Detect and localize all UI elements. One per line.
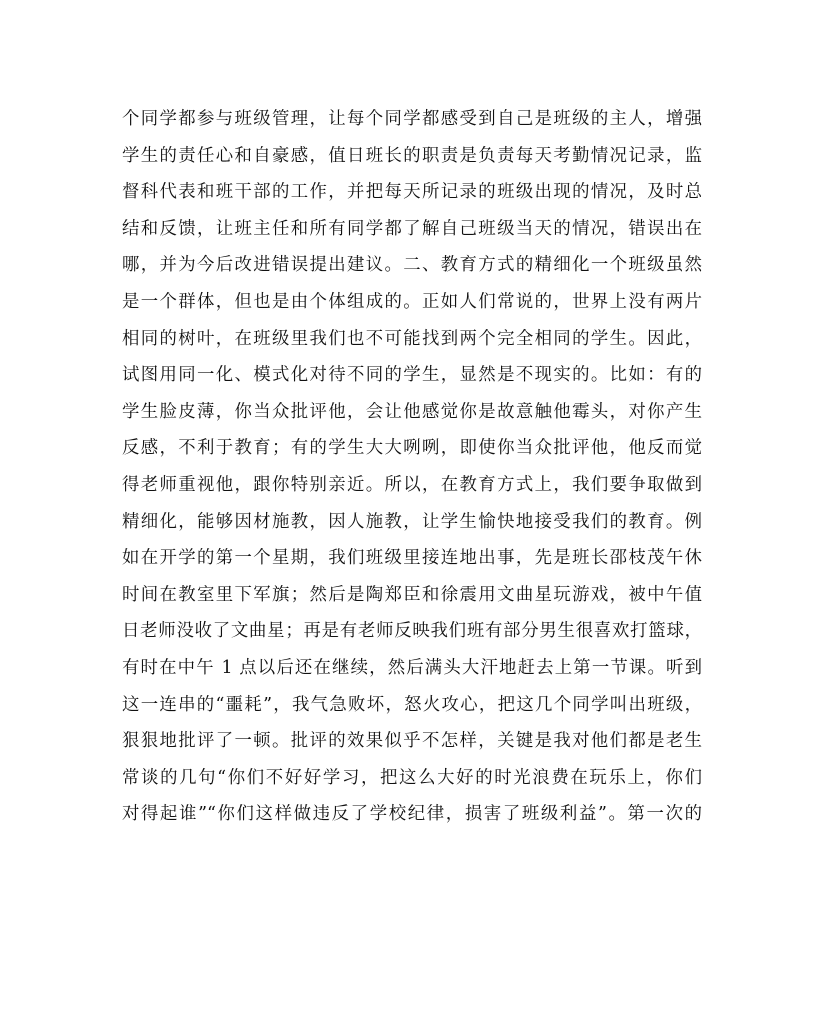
text-line: 结和反馈，让班主任和所有同学都了解自己班级当天的情况，错误出在 — [122, 218, 702, 239]
text-line: 常谈的几句“你们不好好学习，把这么大好的时光浪费在玩乐上，你们 — [122, 767, 702, 788]
text-line: 时间在教室里下军旗；然后是陶郑臣和徐震用文曲星玩游戏，被中午值 — [122, 584, 702, 605]
text-line: 精细化，能够因材施教，因人施教，让学生愉快地接受我们的教育。例 — [122, 511, 702, 532]
body-text — [122, 101, 702, 833]
text-line: 有时在中午 1 点以后还在继续，然后满头大汗地赶去上第一节课。听到 — [122, 657, 702, 678]
text-line: 这一连串的“噩耗”，我气急败坏，怒火攻心，把这几个同学叫出班级， — [122, 694, 702, 715]
text-line: 是一个群体，但也是由个体组成的。正如人们常说的，世界上没有两片 — [122, 291, 702, 312]
text-line: 哪，并为今后改进错误提出建议。二、教育方式的精细化一个班级虽然 — [122, 255, 702, 276]
text-line: 反感，不利于教育；有的学生大大咧咧，即使你当众批评他，他反而觉 — [122, 438, 702, 459]
text-line: 督科代表和班干部的工作，并把每天所记录的班级出现的情况，及时总 — [122, 182, 702, 203]
text-line: 学生脸皮薄，你当众批评他，会让他感觉你是故意触他霉头，对你产生 — [122, 401, 702, 422]
text-line: 如在开学的第一个星期，我们班级里接连地出事，先是班长邵枝茂午休 — [122, 548, 702, 569]
text-line: 个同学都参与班级管理，让每个同学都感受到自己是班级的主人，增强 — [122, 109, 702, 129]
text-line: 相同的树叶，在班级里我们也不可能找到两个完全相同的学生。因此， — [122, 328, 702, 349]
text-line: 狠狠地批评了一顿。批评的效果似乎不怎样，关键是我对他们都是老生 — [122, 731, 702, 752]
text-line: 得老师重视他，跟你特别亲近。所以，在教育方式上，我们要争取做到 — [122, 474, 702, 495]
text-line: 对得起谁”“你们这样做违反了学校纪律，损害了班级利益”。第一次的 — [122, 804, 702, 825]
text-line: 试图用同一化、模式化对待不同的学生，显然是不现实的。比如：有的 — [122, 365, 702, 386]
text-line: 学生的责任心和自豪感，值日班长的职责是负责每天考勤情况记录，监 — [122, 145, 702, 166]
text-line: 日老师没收了文曲星；再是有老师反映我们班有部分男生很喜欢打篮球， — [122, 621, 702, 642]
